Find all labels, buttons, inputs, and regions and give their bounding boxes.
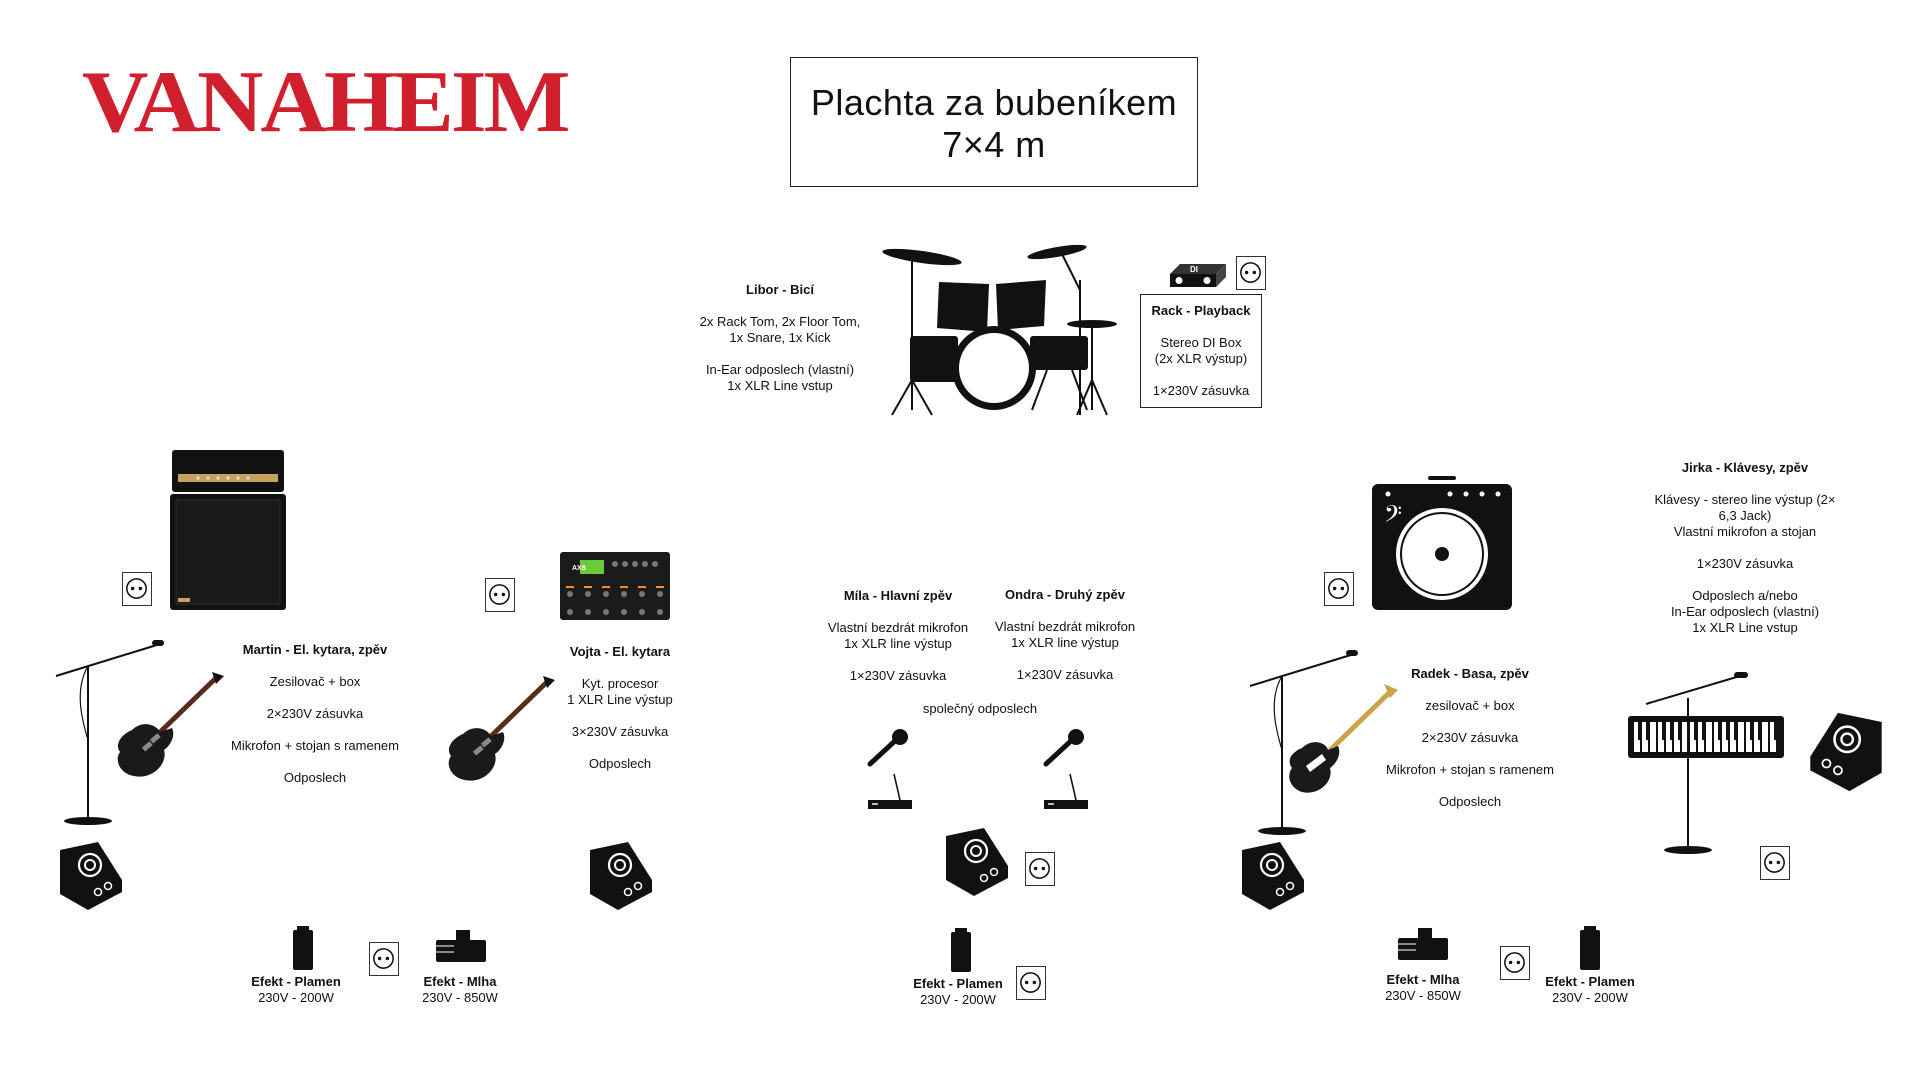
svg-text:𝄢: 𝄢 [1384, 500, 1403, 533]
jirka-line: Vlastní mikrofon a stojan [1673, 524, 1817, 539]
effect-spec: 230V - 200W [258, 990, 334, 1005]
guitar-amp-stack-icon [168, 448, 288, 612]
jirka-info [1640, 460, 1850, 636]
flame-effect-icon [291, 926, 315, 970]
martin-title: Martin - El. kytara, zpěv [242, 642, 388, 657]
mila-info [818, 588, 978, 684]
radek-title: Radek - Basa, zpěv [1411, 666, 1529, 681]
flame-effect-icon [949, 928, 973, 972]
effect-flame-left [236, 974, 356, 1006]
power-socket-icon [369, 942, 399, 976]
effect-spec: 230V - 850W [422, 990, 498, 1005]
drums-line: 1x Snare, 1x Kick [729, 330, 831, 345]
jirka-line: In-Ear odposlech (vlastní) [1670, 604, 1820, 619]
vojta-title: Vojta - El. kytara [569, 644, 671, 659]
effect-spec: 230V - 200W [1552, 990, 1628, 1005]
guitar-processor-icon [560, 552, 670, 620]
effect-title: Efekt - Plamen [913, 976, 1003, 991]
jirka-line: 1×230V zásuvka [1696, 556, 1794, 571]
shared-monitor-label: společný odposlech [922, 701, 1038, 716]
radek-line: Mikrofon + stojan s ramenem [1386, 762, 1554, 777]
stage-monitor-icon [58, 840, 124, 912]
electric-guitar-icon [112, 672, 224, 782]
backdrop-title-box [790, 57, 1198, 187]
mila-line: 1x XLR line výstup [844, 636, 952, 651]
power-socket-icon [1324, 572, 1354, 606]
jirka-line: 1x XLR Line vstup [1692, 620, 1798, 635]
band-logo: VANAHEIM [82, 53, 568, 151]
effect-spec: 230V - 200W [920, 992, 996, 1007]
rack-title: Rack - Playback [1151, 303, 1251, 318]
rack-line: Stereo DI Box [1160, 335, 1242, 350]
jirka-line: Odposlech a/nebo [1692, 588, 1798, 603]
radek-line: Odposlech [1438, 794, 1502, 809]
mila-line: 1×230V zásuvka [849, 668, 947, 683]
power-socket-icon [1016, 966, 1046, 1000]
radek-info [1370, 666, 1570, 810]
flame-effect-icon [1578, 926, 1602, 970]
power-socket-icon [122, 572, 152, 606]
effect-flame-right [1530, 974, 1650, 1006]
power-socket-icon [1025, 852, 1055, 886]
radek-line: zesilovač + box [1425, 698, 1515, 713]
radek-line: 2×230V zásuvka [1421, 730, 1519, 745]
drums-line: 1x XLR Line vstup [727, 378, 833, 393]
fog-machine-icon [1396, 926, 1450, 962]
stage-monitor-icon [944, 826, 1010, 898]
power-socket-icon [1236, 256, 1266, 290]
keyboard-icon [1626, 668, 1790, 856]
rack-playback-box [1140, 294, 1262, 408]
mila-title: Míla - Hlavní zpěv [843, 588, 953, 603]
drums-line: In-Ear odposlech (vlastní) [705, 362, 855, 377]
effect-fog-right [1363, 972, 1483, 1004]
drum-kit-icon [882, 240, 1122, 420]
power-socket-icon [1500, 946, 1530, 980]
mila-line: Vlastní bezdrát mikrofon [827, 620, 969, 635]
drums-title: Libor - Bicí [746, 282, 814, 297]
electric-guitar-icon [443, 676, 555, 786]
drums-line: 2x Rack Tom, 2x Floor Tom, [699, 314, 861, 329]
vojta-info [550, 644, 690, 772]
effect-flame-center [898, 976, 1018, 1008]
ondra-line: Vlastní bezdrát mikrofon [994, 619, 1136, 634]
ondra-info [985, 587, 1145, 683]
effect-title: Efekt - Mlha [1386, 972, 1460, 987]
backdrop-title: Plachta za bubeníkem [810, 82, 1178, 123]
processor-label: AX8 [572, 565, 586, 572]
di-box-icon [1170, 262, 1226, 288]
vojta-line: Kyt. procesor [581, 676, 659, 691]
wireless-receiver-icon [866, 772, 914, 810]
ondra-line: 1x XLR line výstup [1011, 635, 1119, 650]
fog-machine-icon [434, 928, 488, 964]
wireless-mic-icon [866, 728, 910, 768]
jirka-line: 6,3 Jack) [1718, 508, 1772, 523]
bass-amp-icon [1370, 476, 1514, 612]
effect-title: Efekt - Mlha [423, 974, 497, 989]
effect-fog-left [400, 974, 520, 1006]
ondra-line: 1×230V zásuvka [1016, 667, 1114, 682]
effect-title: Efekt - Plamen [251, 974, 341, 989]
stage-monitor-icon [1240, 840, 1306, 912]
stage-monitor-icon [1808, 710, 1884, 794]
backdrop-size: 7×4 m [942, 124, 1046, 165]
vojta-line: 1 XLR Line výstup [567, 692, 673, 707]
martin-line: Zesilovač + box [269, 674, 361, 689]
vojta-line: Odposlech [588, 756, 652, 771]
ondra-title: Ondra - Druhý zpěv [1005, 587, 1125, 602]
martin-line: Odposlech [283, 770, 347, 785]
rack-line: (2x XLR výstup) [1154, 351, 1248, 366]
wireless-mic-icon [1042, 728, 1086, 768]
stage-monitor-icon [588, 840, 654, 912]
martin-line: 2×230V zásuvka [266, 706, 364, 721]
wireless-receiver-icon [1042, 772, 1090, 810]
martin-info [215, 642, 415, 786]
di-box-label: DI [1190, 265, 1198, 274]
power-socket-icon [485, 578, 515, 612]
drums-info [680, 282, 880, 394]
jirka-title: Jirka - Klávesy, zpěv [1681, 460, 1809, 475]
martin-line: Mikrofon + stojan s ramenem [231, 738, 399, 753]
jirka-line: Klávesy - stereo line výstup (2× [1654, 492, 1836, 507]
effect-spec: 230V - 850W [1385, 988, 1461, 1003]
effect-title: Efekt - Plamen [1545, 974, 1635, 989]
rack-line: 1×230V zásuvka [1152, 383, 1250, 398]
vojta-line: 3×230V zásuvka [571, 724, 669, 739]
